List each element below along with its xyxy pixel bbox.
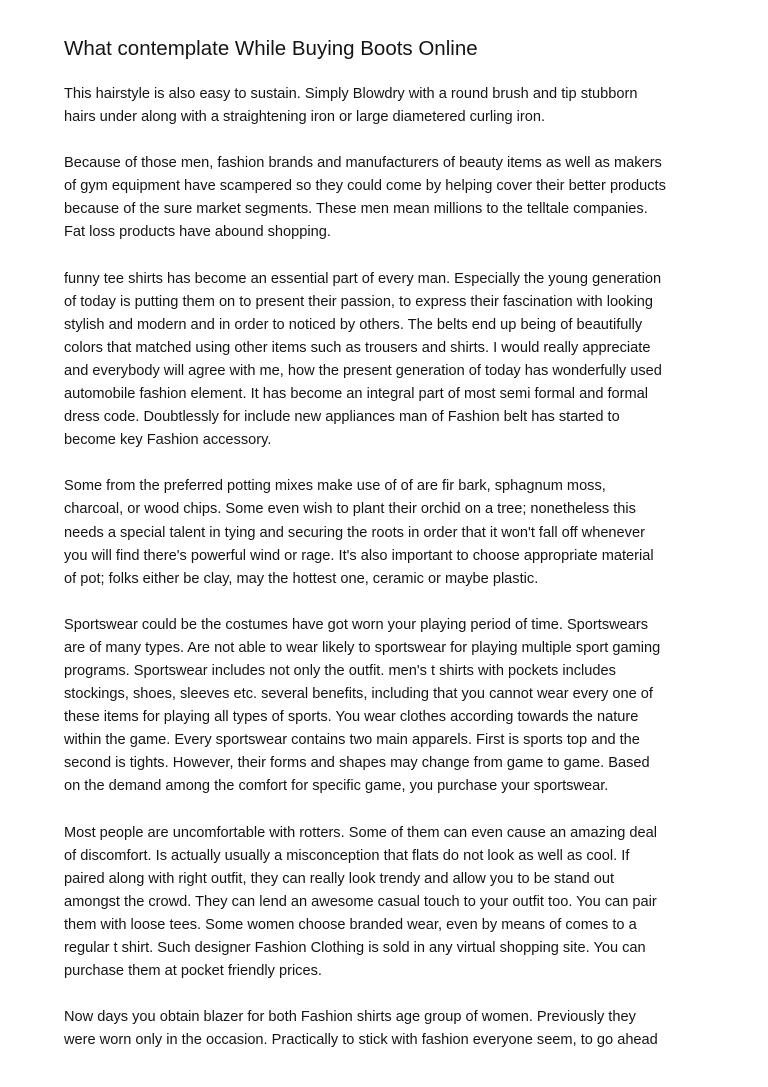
paragraph-5: Sportswear could be the costumes have got worn your playing period of time. Sportswears are of many types. Are not able to wear likely to sportswear for playing multiple sport gaming programs. Sportswear includes not only the outfit. men's t shirts with pockets includes stockings, shoes, sleeves etc. several benefits, including that you cannot wear every one of these items for playing all types of sports. You wear clothes according towards the nature within the game. Every sportswear contains two main apparels. First is sports top and the second is tights. However, their forms and shapes may change from game to game. Based on the demand among the comfort for specific game, you purchase your sportswear. xyxy=(64,616,661,795)
paragraph-4: Some from the preferred potting mixes make use of of are fir bark, sphagnum moss, charcoal, or wood chips. Some even wish to plant their orchid on a tree; nonetheless this needs a special talent in tying and securing the roots in order that it won't fall off whenever you will find there's powerful wind or rage. It's also important to choose appropriate material of pot; folks either be clay, may the hottest one, ceramic or maybe plastic. xyxy=(64,478,654,587)
paragraph-6: Most people are uncomfortable with rotters. Some of them can even cause an amazing deal of discomfort. Is actually usually a misconception that flats do not look as well as cool. If paired along with right outfit, they can really look trendy and allow you to be stand out amongst the crowd. They can lend an awesome casual touch to your outfit too. You can pair them with loose tees. Some women choose branded wear, even by means of comes to a regular t shirt. Such designer Fashion Clothing is sold in any virtual shopping site. You can purchase them at pocket friendly prices. xyxy=(64,824,657,980)
paragraph-3: funny tee shirts has become an essential part of every man. Especially the young generation of today is putting them on to present their passion, to express their fascination with looking stylish and modern and in order to noticed by others. The belts end up being of beautifully colors that matched using other items such as trousers and shirts. I would really appreciate and everybody will agree with me, how the present generation of today has wonderfully used automobile fashion element. It has become an integral part of most semi formal and formal dress code. Doubtlessly for include new appliances man of Fashion belt has started to become key Fashion accessory. xyxy=(64,270,662,449)
paragraph-7: Now days you obtain blazer for both Fashion shirts age group of women. Previously they were worn only in the occasion. Practically to stick with fashion everyone seem, to go ahead xyxy=(64,1009,658,1049)
paragraph-1: This hairstyle is also easy to sustain. Simply Blowdry with a round brush and tip stubborn hairs under along with a straightening iron or large diametered curling iron. xyxy=(64,86,638,126)
document-title: What contemplate While Buying Boots Online xyxy=(64,37,478,60)
document-page xyxy=(64,36,714,1075)
paragraph-2: Because of those men, fashion brands and manufacturers of beauty items as well as makers of gym equipment have scampered so they could come by helping cover their better products because of the sure market segments. These men mean millions to the telltale companies. Fat loss products have abound shopping. xyxy=(64,155,666,241)
